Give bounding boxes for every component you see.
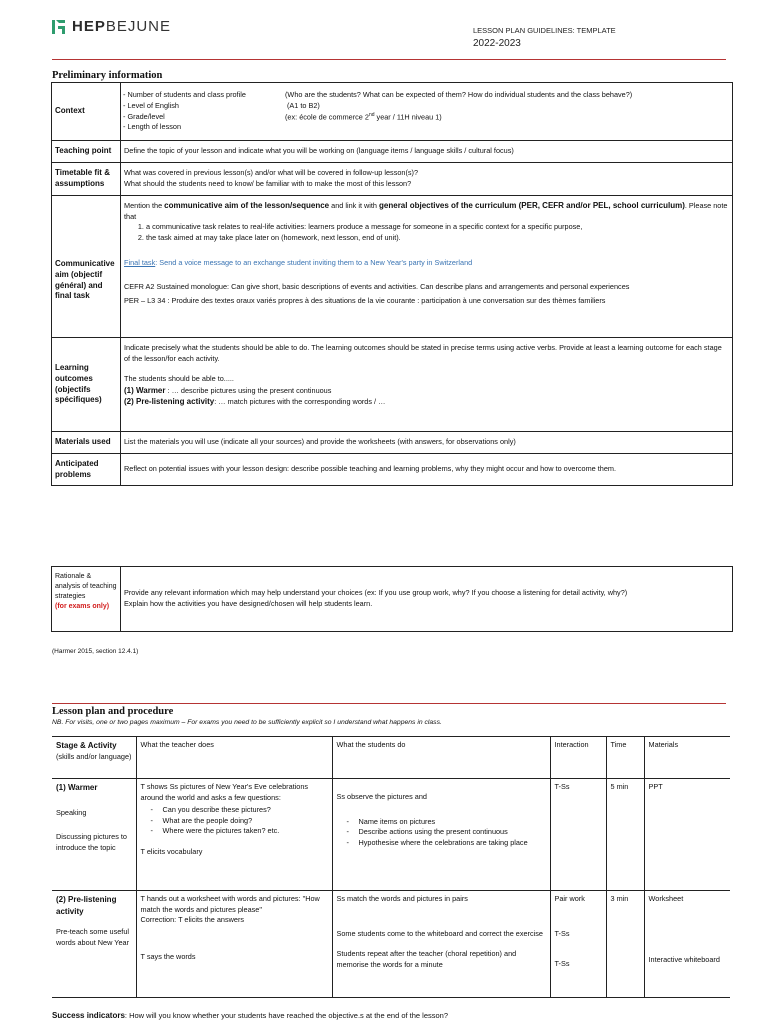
cefr-text: CEFR A2 Sustained monologue: Can give short, basic descriptions of events and activities. Can describe plans and arrangements and personal experiences — [124, 281, 630, 291]
document-title: LESSON PLAN GUIDELINES: TEMPLATE — [473, 26, 616, 35]
context-items: - Number of students and class profile - Level of English - Grade/level - Length of lesson — [123, 90, 246, 132]
problems-text: Reflect on potential issues with your lesson design: describe possible teaching and learning problems, why they might occur and how to overcome them. — [121, 454, 733, 486]
header-teacher: What the teacher does — [136, 737, 332, 779]
communicative-list: 1. a communicative task relates to real-life activities: learners produce a message for someone in a specific context for a specific purpose, 2. the task aimed at may take place later on (homework, next lesson, end of unit). — [124, 222, 729, 243]
procedure-title: Lesson plan and procedure — [52, 706, 174, 717]
procedure-note: NB. For visits, one or two pages maximum – For exams you need to be sufficiently explicit so I understand what happens in class. — [52, 719, 442, 726]
materials-text: List the materials you will use (indicate all your sources) and provide the worksheets (with answers, for observations only) — [121, 432, 733, 454]
timetable-row: Timetable fit & assumptions What was covered in previous lesson(s) and/or what will be covered in follow-up lesson(s)? What should the students need to know/ be familiar with to make the most of this lesson? — [52, 163, 733, 196]
teaching-point-label: Teaching point — [52, 141, 121, 163]
header-interaction: Interaction — [550, 737, 606, 779]
preliminary-table — [51, 82, 733, 486]
brand-logo — [52, 18, 171, 35]
warmer-row: (1) Warmer Speaking Discussing pictures to introduce the topic T shows Ss pictures of New Year's Eve celebrations around the world and asks a few questions: - Can you describe these pictures? - What are the people doing? - Where were the pictures taken? etc. T elicits vocabulary Ss observe the pictures and - Name items on pictures - Describe actions using the present continuous - Hypothesise where the celebrations are taking place T-Ss 5 min PPT — [52, 779, 730, 891]
communicative-label: Communicative aim (objectif général) and final task — [52, 196, 121, 338]
per-text: PER – L3 34 : Produire des textes oraux variés propres à des situations de la vie courante : participation à une conversation sur des thèmes familiers — [124, 296, 606, 306]
header-divider — [52, 59, 726, 60]
materials-row — [52, 432, 733, 454]
learning-label: Learning outcomes (objectifs spécifiques) — [52, 338, 121, 432]
learning-row — [52, 338, 733, 432]
problems-row — [52, 454, 733, 486]
timetable-label: Timetable fit & assumptions — [52, 163, 121, 196]
header-time: Time — [606, 737, 644, 779]
rationale-text: Provide any relevant information which may help understand your choices (ex: If you use group work, why? If you choose a listening for detail activity, why?) Explain how the activities you have designed/chosen will help students learn. — [121, 567, 733, 632]
pre-listening-row: (2) Pre-listening activity Pre-teach some useful words about New Year T hands out a worksheet with words and pictures: "How match the words and pictures please" Correction: T elicits the answers T says the words Ss match the words and pictures in pairs Some students come to the whiteboard and correct the exercise Students repeat after the teacher (choral repetition) and memorise the words for a minute Pair work T-Ss T-Ss 3 min Worksheet Interactive whiteboard — [52, 891, 730, 998]
success-indicators: Success indicators: How will you know whether your students have reached the objective.s at the end of the lesson? — [52, 1011, 449, 1020]
materials-label: Materials used — [52, 432, 121, 454]
context-notes: (Who are the students? What can be expected of them? How do individual students and the class behave?) (A1 to B2) (ex: école de commerce 2nd year / 11H niveau 1) — [285, 90, 633, 121]
teaching-point-text: Define the topic of your lesson and indicate what you will be working on (language items / language skills / cultural focus) — [121, 141, 733, 163]
teaching-point-row — [52, 141, 733, 163]
procedure-divider — [52, 703, 726, 704]
learning-2: (2) Pre-listening activity: … match pictures with the corresponding words / … — [124, 397, 386, 407]
context-row — [52, 83, 733, 141]
rationale-label: Rationale & analysis of teaching strategies (for exams only) — [52, 567, 121, 632]
header-materials: Materials — [644, 737, 730, 779]
learning-able: The students should be able to..... — [124, 374, 234, 384]
procedure-table — [52, 736, 730, 998]
rationale-table — [51, 566, 733, 632]
communicative-row — [52, 196, 733, 338]
academic-year: 2022-2023 — [473, 38, 521, 49]
header-students: What the students do — [332, 737, 550, 779]
context-label: Context — [52, 83, 121, 141]
brand-name: HEPBEJUNE — [72, 18, 172, 35]
hep-logo-icon — [52, 20, 66, 34]
final-task: Final task: Send a voice message to an exchange student inviting them to a New Year's party in Switzerland — [124, 258, 473, 268]
procedure-header-row: Stage & Activity (skills and/or language) What the teacher does What the students do Interaction Time Materials — [52, 737, 730, 779]
final-task-link[interactable]: Final task — [124, 258, 156, 268]
preliminary-title: Preliminary information — [52, 70, 163, 81]
learning-intro: Indicate precisely what the students should be able to do. The learning outcomes should be stated in precise terms using active verbs. Provide at least a learning outcome for each stage of the lesson/for each activity. — [124, 343, 722, 363]
communicative-intro: Mention the communicative aim of the lesson/sequence and link it with general objectives of the curriculum (PER, CEFR and/or PEL, school curriculum). Please note that — [124, 201, 728, 221]
problems-label: Anticipated problems — [52, 454, 121, 486]
learning-1: (1) Warmer : … describe pictures using the present continuous — [124, 385, 332, 395]
citation: (Harmer 2015, section 12.4.1) — [52, 648, 139, 655]
